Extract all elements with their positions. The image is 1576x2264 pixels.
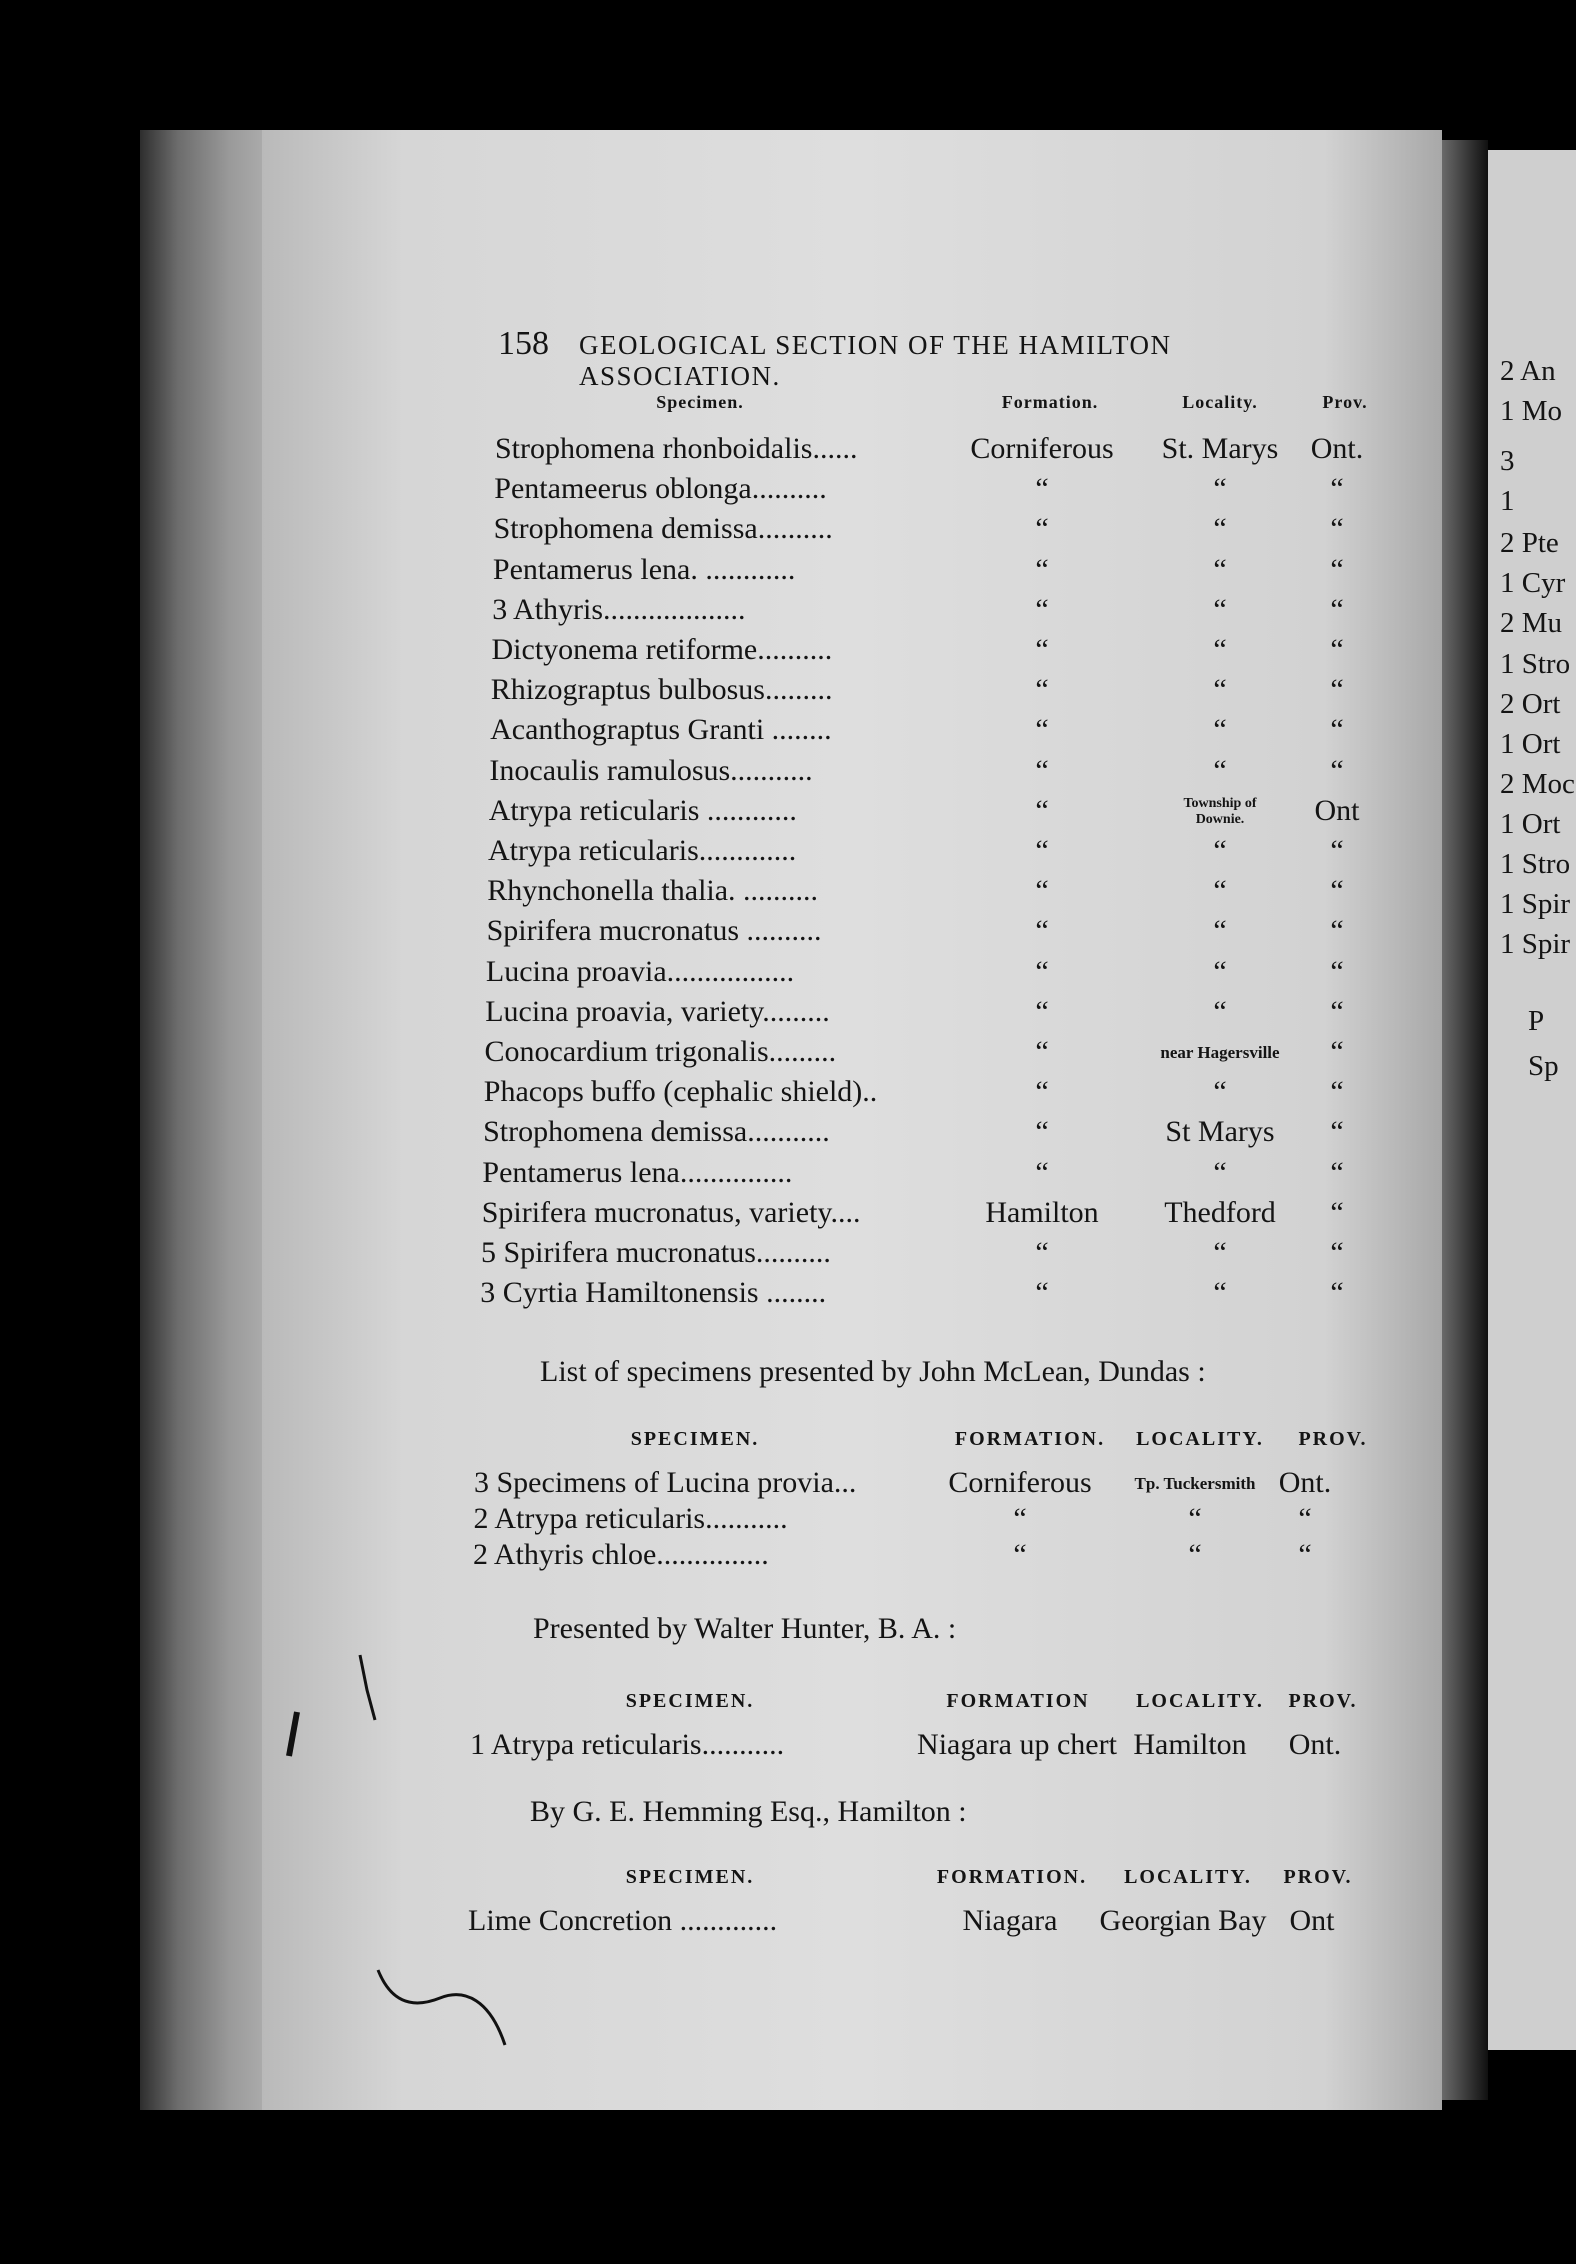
table-row [0, 794, 1400, 834]
table-row [0, 1538, 1400, 1578]
cell-specimen: Conocardium trigonalis......... [484, 1035, 837, 1068]
table-row [0, 1236, 1400, 1276]
cell-prov: Ont. [1310, 432, 1364, 465]
table-row [0, 553, 1400, 593]
cell-formation: Corniferous [948, 1466, 1092, 1499]
cell-prov: “ [1330, 753, 1344, 787]
facing-page-text: 1 Cyr [1500, 567, 1566, 599]
cell-formation: “ [1035, 592, 1049, 626]
cell-locality: “ [1213, 472, 1227, 506]
cell-locality: “ [1188, 1538, 1202, 1571]
table-row [0, 834, 1400, 874]
cell-specimen: Spirifera mucronatus .......... [486, 914, 822, 948]
facing-page-text: 1 Spir [1500, 928, 1571, 960]
cell-prov: “ [1330, 1035, 1344, 1068]
facing-page-text: Sp [1528, 1050, 1559, 1082]
facing-page-text: 2 Mu [1500, 607, 1563, 639]
cell-prov: “ [1330, 1115, 1344, 1149]
table-row [0, 673, 1400, 713]
cell-locality: “ [1188, 1502, 1202, 1535]
cell-formation: “ [1035, 713, 1049, 747]
cell-prov: “ [1330, 552, 1344, 586]
header-specimen: SPECIMEN. [625, 1866, 755, 1888]
cell-locality: “ [1213, 512, 1227, 546]
cell-prov: “ [1330, 1075, 1344, 1109]
facing-page-text: 2 Ort [1500, 688, 1561, 720]
cell-locality: Georgian Bay [1099, 1904, 1267, 1937]
cell-formation: “ [1035, 1236, 1049, 1269]
cell-formation: “ [1035, 633, 1049, 666]
cell-locality: Township of Downie. [1183, 795, 1257, 827]
table-row [0, 512, 1400, 552]
table2-header [0, 1428, 1400, 1468]
cell-specimen: Spirifera mucronatus, variety.... [481, 1195, 861, 1229]
cell-locality: “ [1213, 834, 1227, 867]
cell-prov: “ [1330, 954, 1344, 988]
facing-page-text: 1 [1500, 485, 1515, 517]
table-row [0, 1156, 1400, 1196]
cell-locality: “ [1213, 592, 1227, 626]
running-header [498, 325, 1368, 392]
cell-specimen: Rhynchonella thalia. .......... [487, 874, 819, 908]
running-title: GEOLOGICAL SECTION OF THE HAMILTON ASSOCIATION. [579, 330, 1172, 391]
header-formation: FORMATION. [954, 1428, 1106, 1450]
header-specimen: SPECIMEN. [630, 1428, 760, 1450]
cell-specimen: Lime Concretion ............. [468, 1904, 778, 1937]
cell-locality: Hamilton [1133, 1728, 1247, 1761]
cell-prov: “ [1330, 592, 1344, 626]
cell-prov: “ [1330, 1236, 1344, 1269]
header-formation: FORMATION [946, 1690, 1090, 1712]
cell-specimen: Rhizograptus bulbosus......... [490, 673, 833, 707]
table-row [0, 874, 1400, 914]
cell-prov: Ont [1314, 793, 1360, 827]
cell-prov: “ [1298, 1538, 1312, 1571]
cell-locality: “ [1213, 994, 1227, 1028]
cell-specimen: Lucina proavia................. [485, 954, 795, 988]
cell-specimen: Lucina proavia, variety......... [485, 994, 830, 1028]
cell-prov: “ [1330, 994, 1344, 1028]
cell-locality: Thedford [1164, 1195, 1276, 1229]
cell-specimen: Inocaulis ramulosus........... [489, 753, 813, 787]
facing-page-text: 1 Stro [1500, 848, 1571, 880]
page-gutter [1442, 140, 1488, 2100]
header-specimen: SPECIMEN. [625, 1690, 755, 1712]
section4-caption: By G. E. Hemming Esq., Hamilton : [530, 1795, 967, 1828]
cell-prov: “ [1330, 874, 1344, 908]
table-row [0, 1035, 1400, 1075]
cell-formation: “ [1035, 793, 1049, 827]
header-locality: LOCALITY. [1136, 1428, 1264, 1450]
cell-prov: “ [1330, 633, 1344, 666]
cell-formation: “ [1035, 954, 1049, 988]
table-row [0, 1904, 1400, 1944]
cell-locality: “ [1213, 633, 1227, 666]
cell-formation: “ [1035, 1115, 1049, 1149]
cell-specimen: Pentamerus lena. ............ [492, 552, 796, 586]
cell-specimen: 3 Cyrtia Hamiltonensis ........ [480, 1276, 827, 1310]
facing-page-text: 3 [1500, 445, 1515, 477]
cell-prov: “ [1330, 512, 1344, 546]
cell-specimen: 3 Athyris................... [492, 592, 746, 626]
cell-formation: “ [1035, 834, 1049, 867]
table-row [0, 1276, 1400, 1316]
cell-locality: “ [1213, 673, 1227, 707]
table-row [0, 914, 1400, 954]
table-row [0, 713, 1400, 753]
cell-formation: “ [1035, 1155, 1049, 1189]
facing-page-text: 1 Stro [1500, 648, 1571, 680]
table3-header [0, 1690, 1400, 1730]
cell-formation: “ [1035, 472, 1049, 506]
cell-locality: “ [1213, 874, 1227, 908]
cell-locality: “ [1213, 753, 1227, 787]
cell-prov: “ [1330, 914, 1344, 948]
cell-prov: “ [1330, 1276, 1344, 1310]
cell-specimen: Pentameerus oblonga.......... [494, 472, 827, 506]
cell-specimen: 3 Specimens of Lucina provia... [474, 1466, 857, 1499]
facing-page-fragment [1488, 150, 1576, 2050]
cell-formation: “ [1035, 552, 1049, 586]
cell-formation: “ [1035, 512, 1049, 546]
facing-page-text: 1 Spir [1500, 888, 1571, 920]
header-prov: PROV. [1283, 1866, 1353, 1888]
cell-formation: “ [1035, 753, 1049, 787]
facing-page-text: 1 Mo [1500, 395, 1563, 427]
cell-specimen: 2 Athyris chloe............... [473, 1538, 769, 1571]
cell-specimen: Phacops buffo (cephalic shield).. [483, 1075, 878, 1109]
cell-prov: “ [1330, 713, 1344, 747]
cell-specimen: 5 Spirifera mucronatus.......... [481, 1236, 831, 1269]
facing-page-text: 1 Ort [1500, 808, 1561, 840]
cell-locality: “ [1213, 954, 1227, 988]
table-row [0, 995, 1400, 1035]
cell-locality: “ [1213, 1236, 1227, 1269]
cell-formation: “ [1035, 1035, 1049, 1068]
cell-locality: Tp. Tuckersmith [1134, 1474, 1256, 1493]
cell-specimen: Acanthograptus Granti ........ [490, 713, 832, 747]
cell-prov: Ont [1289, 1904, 1335, 1937]
table4-header [0, 1866, 1400, 1906]
header-locality: LOCALITY. [1124, 1866, 1252, 1888]
cell-prov: “ [1298, 1502, 1312, 1535]
cell-specimen: Pentamerus lena............... [482, 1155, 793, 1189]
table-row [0, 633, 1400, 673]
cell-prov: “ [1330, 1155, 1344, 1189]
cell-formation: Niagara [962, 1904, 1058, 1937]
cell-formation: “ [1035, 914, 1049, 948]
cell-locality: St Marys [1165, 1115, 1275, 1149]
cell-prov: Ont. [1288, 1728, 1342, 1761]
header-formation: FORMATION. [936, 1866, 1088, 1888]
header-prov: PROV. [1298, 1428, 1368, 1450]
cell-formation: “ [1035, 994, 1049, 1028]
cell-formation: “ [1013, 1502, 1027, 1535]
cell-specimen: Strophomena demissa........... [483, 1115, 830, 1149]
cell-locality: “ [1213, 1075, 1227, 1109]
table-row [0, 593, 1400, 633]
header-prov: Prov. [1322, 392, 1368, 412]
facing-page-text: P [1528, 1005, 1545, 1037]
facing-page-text: 2 Moc [1500, 768, 1575, 800]
cell-locality: St. Marys [1161, 432, 1279, 465]
page-number: 158 [498, 325, 549, 362]
facing-page-text: 2 Pte [1500, 527, 1559, 559]
cell-formation: “ [1013, 1538, 1027, 1571]
cell-specimen: Atrypa reticularis ............ [488, 793, 797, 827]
cell-specimen: Atrypa reticularis............. [488, 834, 797, 867]
cell-formation: Niagara up chert [917, 1728, 1117, 1761]
cell-locality: “ [1213, 713, 1227, 747]
header-locality: LOCALITY. [1136, 1690, 1264, 1712]
cell-locality: near Hagersville [1160, 1043, 1280, 1062]
cell-locality: “ [1213, 914, 1227, 948]
table-row [0, 754, 1400, 794]
pen-squiggle-mark [370, 1960, 520, 2060]
cell-prov: “ [1330, 1195, 1344, 1229]
cell-formation: “ [1035, 874, 1049, 908]
facing-page-text: 2 An [1500, 355, 1556, 387]
section3-caption: Presented by Walter Hunter, B. A. : [533, 1612, 957, 1645]
cell-formation: “ [1035, 1075, 1049, 1109]
header-locality: Locality. [1182, 392, 1258, 412]
cell-formation: Corniferous [970, 432, 1114, 465]
facing-page-text: 1 Ort [1500, 728, 1561, 760]
cell-specimen: Strophomena rhonboidalis...... [495, 432, 858, 465]
header-formation: Formation. [1001, 392, 1099, 412]
cell-specimen: Strophomena demissa.......... [493, 512, 833, 546]
cell-prov: “ [1330, 834, 1344, 867]
table-row [0, 1502, 1400, 1542]
cell-locality: “ [1213, 552, 1227, 586]
table-row [0, 1466, 1400, 1506]
table-row [0, 1728, 1400, 1768]
cell-formation: Hamilton [985, 1195, 1099, 1229]
cell-formation: “ [1035, 1276, 1049, 1310]
cell-specimen: 2 Atrypa reticularis........... [473, 1502, 788, 1535]
table-row [0, 955, 1400, 995]
cell-specimen: Dictyonema retiforme.......... [491, 633, 833, 666]
header-specimen: Specimen. [656, 392, 744, 412]
section2-caption: List of specimens presented by John McLean, Dundas : [540, 1355, 1206, 1388]
cell-prov: “ [1330, 673, 1344, 707]
cell-specimen: 1 Atrypa reticularis........... [470, 1728, 785, 1761]
table-row [0, 1115, 1400, 1155]
table-row [0, 1196, 1400, 1236]
cell-locality: “ [1213, 1155, 1227, 1189]
cell-formation: “ [1035, 673, 1049, 707]
cell-prov: “ [1330, 472, 1344, 506]
table-row [0, 432, 1400, 472]
table1-header [0, 392, 1400, 432]
header-prov: PROV. [1288, 1690, 1358, 1712]
cell-prov: Ont. [1278, 1466, 1332, 1499]
cell-locality: “ [1213, 1276, 1227, 1310]
table-row [0, 1075, 1400, 1115]
table-row [0, 472, 1400, 512]
